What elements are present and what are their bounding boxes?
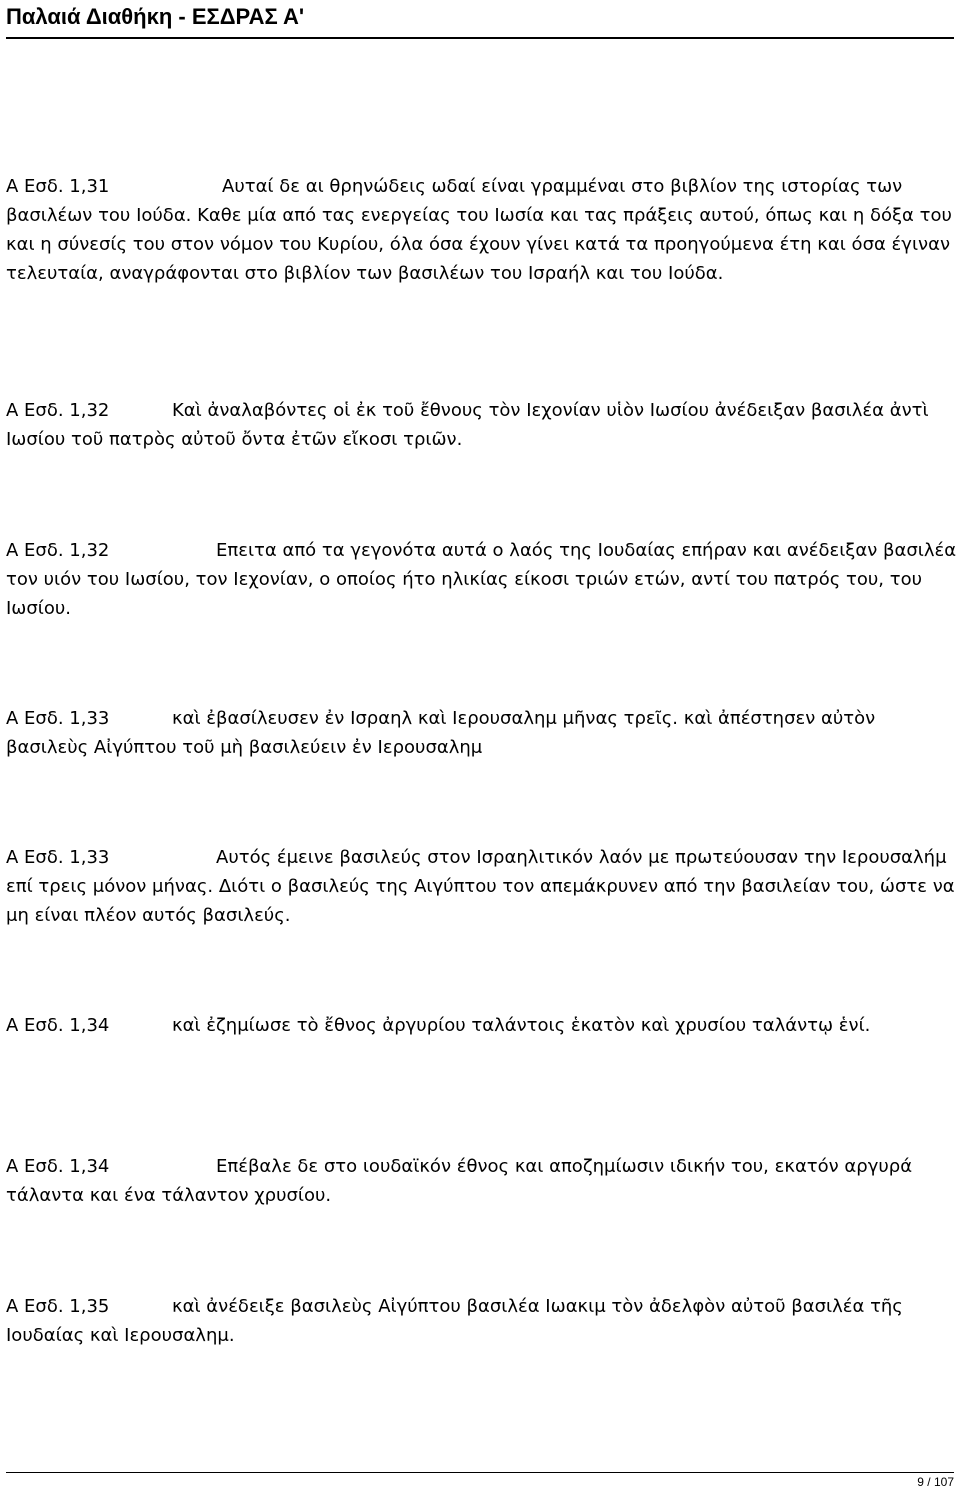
verse-reference: Α Εσδ. 1,32 [6,400,110,421]
verse-paragraph [6,704,958,762]
header-divider [6,37,954,39]
verse-reference: Α Εσδ. 1,31 [6,176,110,197]
page-title: Παλαιά Διαθήκη - ΕΣΔΡΑΣ Α' [6,4,305,29]
verse-text: Επέβαλε δε στο ιουδαϊκόν έθνος και αποζημίωσιν ιδικήν του, εκατόν αργυρά τάλαντα και ένα τάλαντον χρυσίου. [6,1156,913,1206]
verse-text: Αυταί δε αι θρηνώδεις ωδαί είναι γραμμέναι στο βιβλίον της ιστορίας των βασιλέων του Ιούδα. Καθε μία από τας ενεργείας του Ιωσία και τας πράξεις αυτού, όπως και η δόξα του και η σύνεσίς του στον νόμον του Κυρίου, όλα όσα έχουν γίνει κατά τα προηγούμενα έτη και όσα έγιναν τελευταία, αναγράφονται στο βιβλίον των βασιλέων του Ισραήλ και του Ιούδα. [6,176,952,284]
verse-paragraph [6,536,958,623]
verse-text: Αυτός έμεινε βασιλεύς στον Ισραηλιτικόν λαόν με πρωτεύουσαν την Ιερουσαλήμ επί τρεις μόνον μήνας. Διότι ο βασιλεύς της Αιγύπτου τον απεμάκρυνεν από την βασιλείαν του, ώστε να μη είναι πλέον αυτός βασιλεύς. [6,847,955,926]
verse-reference: Α Εσδ. 1,33 [6,847,110,868]
verse-reference: Α Εσδ. 1,35 [6,1296,110,1317]
verse-paragraph [6,172,958,288]
verse-reference: Α Εσδ. 1,32 [6,540,110,561]
verse-paragraph [6,843,958,930]
verse-paragraph [6,396,958,454]
verse-text: καὶ ἐζημίωσε τὸ ἔθνος ἀργυρίου ταλάντοις ἑκατὸν καὶ χρυσίου ταλάντῳ ἑνί. [172,1015,871,1036]
page-number: 9 / 107 [917,1475,954,1489]
verse-text: καὶ ἐβασίλευσεν ἐν Ισραηλ καὶ Ιερουσαλημ μῆνας τρεῖς. καὶ ἀπέστησεν αὐτὸν βασιλεὺς Αἰγύπτου τοῦ μὴ βασιλεύειν ἐν Ιερουσαλημ [6,708,876,758]
verse-reference: Α Εσδ. 1,34 [6,1015,110,1036]
verse-reference: Α Εσδ. 1,34 [6,1156,110,1177]
verse-paragraph [6,1292,958,1350]
verse-text: καὶ ἀνέδειξε βασιλεὺς Αἰγύπτου βασιλέα Ιωακιμ τὸν ἀδελφὸν αὐτοῦ βασιλέα τῆς Ιουδαίας καὶ Ιερουσαλημ. [6,1296,903,1346]
verse-text: Επειτα από τα γεγονότα αυτά ο λαός της Ιουδαίας επήραν και ανέδειξαν βασιλέα τον υιόν του Ιωσίου, τον Ιεχονίαν, ο οποίος ήτο ηλικίας είκοσι τριών ετών, αντί του πατρός του, του Ιωσίου. [6,540,957,619]
verse-paragraph [6,1152,958,1210]
verse-reference: Α Εσδ. 1,33 [6,708,110,729]
footer-divider [6,1472,954,1473]
verse-paragraph [6,1011,958,1040]
verse-text: Καὶ ἀναλαβόντες οἱ ἐκ τοῦ ἔθνους τὸν Ιεχονίαν υἱὸν Ιωσίου ἀνέδειξαν βασιλέα ἀντὶ Ιωσίου τοῦ πατρὸς αὐτοῦ ὄντα ἐτῶν εἴκοσι τριῶν. [6,400,929,450]
